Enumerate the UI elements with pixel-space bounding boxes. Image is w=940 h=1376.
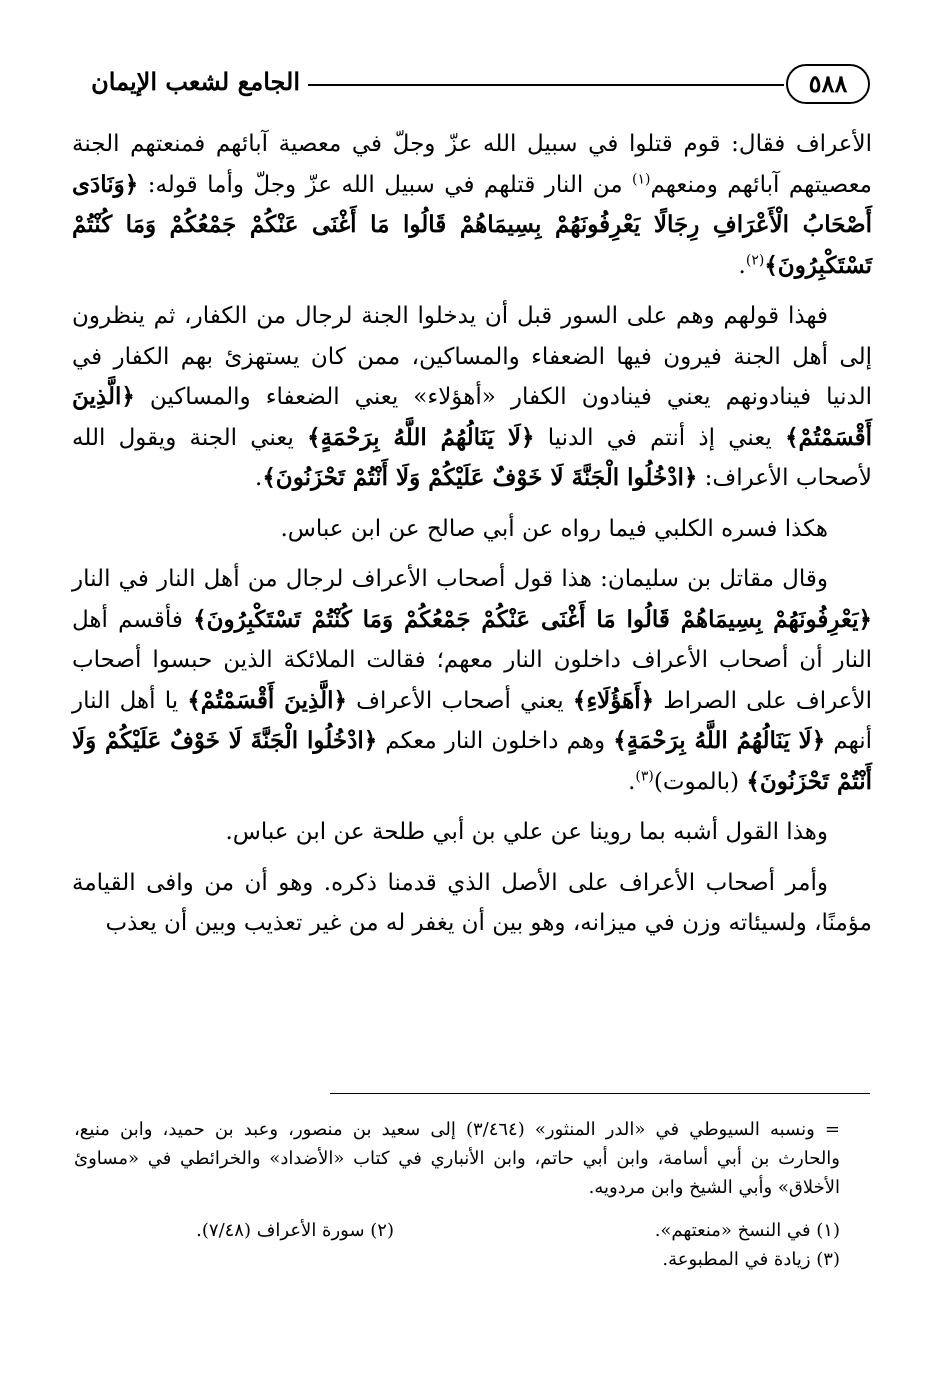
footnote-ref-1: (١) — [631, 170, 651, 187]
footnote-2: (٢) سورة الأعراف (٧/٤٨). — [196, 1220, 394, 1241]
text-span: فهذا قولهم وهم على السور قبل أن يدخلوا الجنة لرجال من الكفار، ثم ينظرون إلى أهل الجنة فيرون فيها الضعفاء والمساكين، ممن كان يستهزئ بهم الكفار في الدنيا فينادونهم يعني فينادون الكفار «أهؤلاء» يعني الضعفاء والمساكين — [72, 303, 872, 410]
text-span: يعني أصحاب الأعراف — [346, 687, 573, 714]
quran-quote: ﴿لَا يَنَالُهُمُ اللَّهُ بِرَحْمَةٍ﴾ — [613, 727, 826, 754]
paragraph-2 — [72, 296, 872, 499]
paragraph-6: وأمر أصحاب الأعراف على الأصل الذي قدمنا ذكره. وهو أن من وافى القيامة مؤمنًا، ولسيئاته وزن في ميزانه، وهو بين أن يغفر له من غير تعذيب وبين أن يعذب — [72, 869, 872, 936]
quran-quote: ﴿وَنَادَى أَصْحَابُ الْأَعْرَافِ رِجَالًا يَعْرِفُونَهُمْ بِسِيمَاهُمْ قَالُوا مَا أَغْنَى عَنْكُمْ جَمْعُكُمْ وَمَا كُنْتُمْ تَسْتَكْبِرُونَ﴾ — [72, 170, 872, 279]
text-span: . — [628, 768, 636, 795]
quran-quote: ﴿لَا يَنَالُهُمُ اللَّهُ بِرَحْمَةٍ﴾ — [307, 423, 535, 451]
quran-quote: ﴿الَّذِينَ أَقْسَمْتُمْ﴾ — [72, 383, 872, 451]
footnote-ref-2: (٢) — [745, 251, 765, 268]
footnote-1: (١) في النسخ «منعتهم». — [654, 1220, 840, 1241]
text-span: وهم داخلون النار معكم — [377, 728, 614, 754]
text-span: من النار قتلهم في سبيل الله عزّ وجلّ وأما قوله: — [138, 171, 632, 198]
text-span: يعني إذ أنتم في الدنيا — [534, 424, 786, 451]
quran-quote: ﴿ادْخُلُوا الْجَنَّةَ لَا خَوْفٌ عَلَيْكُمْ وَلَا أَنْتُمْ تَحْزَنُونَ﴾ — [72, 727, 872, 795]
paragraph-5: وهذا القول أشبه بما روينا عن علي بن أبي طلحة عن ابن عباس. — [225, 819, 828, 845]
text-span: وقال مقاتل بن سليمان: هذا قول أصحاب الأعراف لرجال من أهل النار في النار — [72, 566, 828, 592]
quran-quote: ﴿الَّذِينَ أَقْسَمْتُمْ﴾ — [187, 686, 347, 714]
paragraph-3: هكذا فسره الكلبي فيما رواه عن أبي صالح عن ابن عباس. — [280, 515, 828, 542]
text-span: الأعراف فقال: قوم قتلوا في سبيل الله عزّ وجلّ في معصية آبائهم فمنعتهم الجنة معصيتهم آبائهم ومنعهم — [72, 131, 872, 198]
text-span: فأقسم أهل النار أن أصحاب الأعراف داخلون النار معهم؛ فقالت الملائكة الذين حبسوا أصحاب الأعراف على الصراط — [72, 606, 873, 714]
text-span: يعني الجنة ويقول الله لأصحاب الأعراف: — [72, 424, 872, 491]
footnote-continuation: = ونسبه السيوطي في «الدر المنثور» (٣/٤٦٤) إلى سعيد بن منصور، وعبد بن حميد، وابن منيع، والحارث بن أبي أسامة، وابن أبي حاتم، وابن الأنباري في كتاب «الأضداد» والخرائطي في «مساوئ الأخلاق» وأبي الشيخ وابن مردويه. — [74, 1119, 841, 1198]
running-title: الجامع لشعب الإيمان — [91, 67, 300, 96]
text-span: . — [738, 252, 746, 279]
text-span: (بالموت) — [653, 768, 747, 795]
main-text — [72, 124, 872, 951]
quran-quote: ﴿يَعْرِفُونَهُمْ بِسِيمَاهُمْ قَالُوا مَا أَغْنَى عَنْكُمْ جَمْعُكُمْ وَمَا كُنْتُمْ تَسْتَكْبِرُونَ﴾ — [193, 605, 873, 633]
page-number: ٥٨٨ — [786, 64, 870, 104]
quran-quote: ﴿أَهَؤُلَاءِ﴾ — [572, 686, 655, 714]
page-header — [68, 62, 870, 108]
header-rule — [308, 84, 784, 86]
footnote-ref-3: (٣) — [635, 767, 654, 784]
footnote-3: (٣) زيادة في المطبوعة. — [662, 1249, 840, 1270]
footnote-row — [74, 1216, 840, 1245]
text-span: . — [255, 465, 263, 491]
text-span: يا أهل النار أنهم — [72, 687, 873, 754]
paragraph-4 — [72, 559, 872, 802]
footnote-divider — [330, 1093, 870, 1094]
quran-quote: ﴿ادْخُلُوا الْجَنَّةَ لَا خَوْفٌ عَلَيْكُمْ وَلَا أَنْتُمْ تَحْزَنُونَ﴾ — [262, 464, 698, 491]
paragraph-1 — [72, 124, 872, 286]
footnotes — [74, 1115, 840, 1274]
